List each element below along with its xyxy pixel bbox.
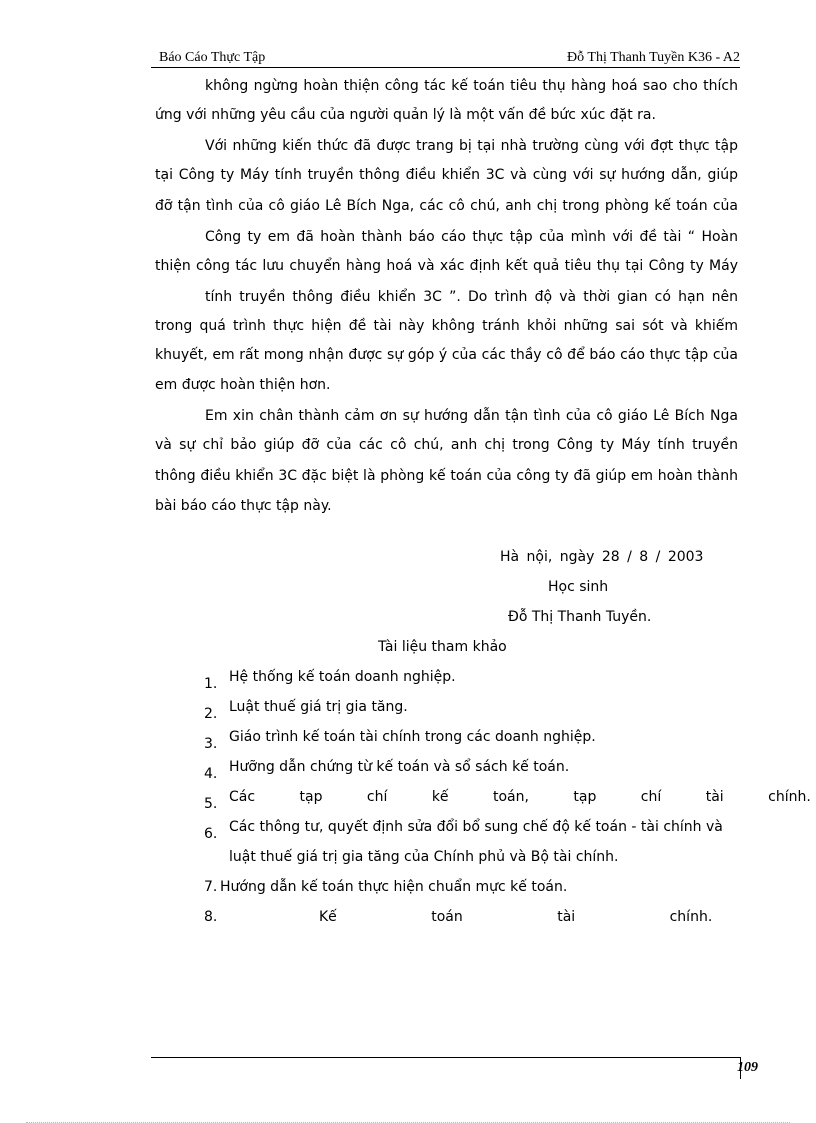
body-line: khuyết, em rất mong nhận được sự góp ý của các thầy cô để báo cáo thực tập của xyxy=(155,347,738,363)
reference-text: Giáo trình kế toán tài chính trong các doanh nghiệp. xyxy=(229,729,596,745)
reference-text: Các tạp chí kế toán, tạp chí tài chính. xyxy=(229,789,811,805)
signature-name: Đỗ Thị Thanh Tuyền. xyxy=(508,609,652,625)
body-line: không ngừng hoàn thiện công tác kế toán tiêu thụ hàng hoá sao cho thích xyxy=(205,78,738,94)
body-line: đỡ tận tình của cô giáo Lê Bích Nga, các cô chú, anh chị trong phòng kế toán của xyxy=(155,198,738,214)
reference-text: luật thuế giá trị gia tăng của Chính phủ và Bộ tài chính. xyxy=(229,849,619,865)
body-line: Công ty em đã hoàn thành báo cáo thực tập của mình với đề tài “ Hoàn xyxy=(205,229,738,245)
body-line: em được hoàn thiện hơn. xyxy=(155,377,331,393)
body-line: thông điều khiển 3C đặc biệt là phòng kế toán của công ty đã giúp em hoàn thành xyxy=(155,468,738,484)
reference-number: 6. xyxy=(204,826,218,842)
footer-rule xyxy=(151,1057,740,1058)
references-title: Tài liệu tham khảo xyxy=(378,639,507,655)
reference-text: Hướng dẫn kế toán thực hiện chuẩn mực kế toán. xyxy=(220,879,568,895)
reference-number: 4. xyxy=(204,766,218,782)
body-line: tại Công ty Máy tính truyền thông điều khiển 3C và cùng với sự hướng dẫn, giúp xyxy=(155,167,738,183)
reference-text: Hưỡng dẫn chứng từ kế toán và sổ sách kế toán. xyxy=(229,759,570,775)
reference-number: 2. xyxy=(204,706,218,722)
body-line: và sự chỉ bảo giúp đỡ của các cô chú, anh chị trong Công ty Máy tính truyền xyxy=(155,437,738,453)
body-line: bài báo cáo thực tập này. xyxy=(155,498,332,514)
page-number: 109 xyxy=(737,1060,758,1075)
signature-role: Học sinh xyxy=(548,579,609,595)
reference-number: 8. xyxy=(204,909,218,925)
body-line: Với những kiến thức đã được trang bị tại nhà trường cùng với đợt thực tập xyxy=(205,138,738,154)
header-author: Đỗ Thị Thanh Tuyền K36 - A2 xyxy=(567,50,740,65)
body-line: thiện công tác lưu chuyển hàng hoá và xác định kết quả tiêu thụ tại Công ty Máy xyxy=(155,258,738,274)
header-left-title: Báo Cáo Thực Tập xyxy=(159,50,266,65)
reference-number: 3. xyxy=(204,736,218,752)
body-line: ứng với những yêu cầu của người quản lý là một vấn đề bức xúc đặt ra. xyxy=(155,107,656,123)
reference-text: Các thông tư, quyết định sửa đổi bổ sung chế độ kế toán - tài chính và xyxy=(229,819,723,835)
reference-text: Hệ thống kế toán doanh nghiệp. xyxy=(229,669,456,685)
signature-date: Hà nội, ngày 28 / 8 / 2003 xyxy=(500,549,704,565)
reference-number: 5. xyxy=(204,796,218,812)
reference-text: Kế toán tài chính. xyxy=(319,909,713,925)
reference-number: 7. xyxy=(204,879,218,895)
reference-text: Luật thuế giá trị gia tăng. xyxy=(229,699,408,715)
header-rule xyxy=(151,67,740,68)
body-line: Em xin chân thành cảm ơn sự hướng dẫn tận tình của cô giáo Lê Bích Nga xyxy=(205,408,738,424)
reference-number: 1. xyxy=(204,676,218,692)
body-line: tính truyền thông điều khiển 3C ”. Do trình độ và thời gian có hạn nên xyxy=(205,289,738,305)
body-line: trong quá trình thực hiện đề tài này không tránh khỏi những sai sót và khiếm xyxy=(155,318,738,334)
